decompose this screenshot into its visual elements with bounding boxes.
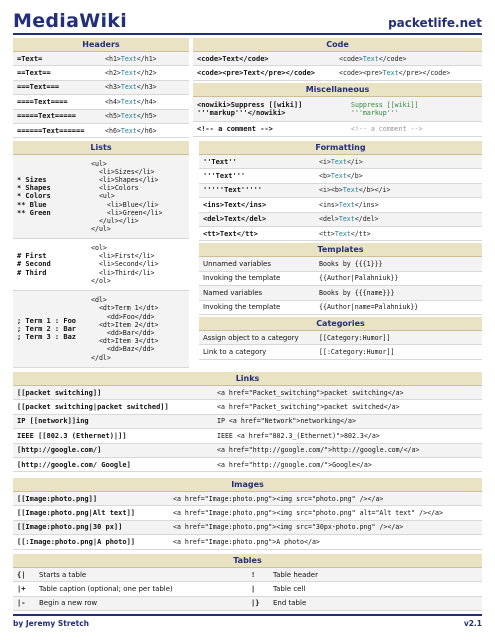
- code-close-tag: </pre></code>: [398, 69, 451, 78]
- table-syntax-desc: Table cell: [273, 585, 306, 594]
- format-row: [199, 155, 482, 169]
- table-syntax-markup: |-: [17, 599, 26, 608]
- header-close-tag: </h5>: [136, 112, 157, 121]
- table-syntax-markup: |+: [17, 585, 26, 594]
- table-syntax-row: [13, 582, 482, 596]
- header-close-tag: </h4>: [136, 97, 157, 106]
- link-row: [13, 400, 482, 414]
- footer-version: v2.1: [463, 619, 482, 628]
- format-result: [319, 230, 371, 238]
- nowiki-row: [193, 97, 482, 122]
- format-close-tag: </ins>: [354, 200, 379, 209]
- table-syntax-desc: Starts a table: [39, 570, 87, 579]
- link-label: [[packet switching|packet switched]]: [17, 403, 169, 412]
- template-label: Named variables: [203, 288, 263, 297]
- format-markup: <tt>Text</tt>: [203, 229, 258, 238]
- image-label: [[Image:photo.png]]: [17, 494, 98, 503]
- format-open-tag: <i>: [319, 157, 331, 166]
- code-result: [339, 55, 407, 63]
- comment-result: <!-- a comment -->: [351, 124, 423, 133]
- format-close-tag: </b></i>: [358, 186, 391, 195]
- template-label: Invoking the template: [203, 274, 281, 283]
- image-value: <a href="Image:photo.png">A photo</a>: [173, 537, 320, 546]
- nowiki-result: Suppress [[wiki]] '''markup''': [351, 100, 419, 117]
- header-row: [13, 95, 189, 109]
- image-row: [13, 521, 482, 535]
- table-syntax-desc: Begin a new row: [39, 599, 98, 608]
- link-value: <a href="http://google.com/">Google</a>: [217, 460, 372, 469]
- format-text: Text: [330, 172, 347, 181]
- format-markup: '''''Text''''': [203, 186, 263, 195]
- format-text: Text: [334, 229, 351, 238]
- images-section: [13, 478, 482, 550]
- headers-heading: Headers: [13, 38, 189, 52]
- category-value: [[:Category:Humor]]: [319, 347, 395, 356]
- template-value: Books by {{{1}}}: [319, 260, 383, 269]
- dl-html: <dl> <dt>Term 1</dt> <dd>Foo</dd> <dt>Item 2</dt> <dd>Bar</dd> <dt>Item 3</dt> <dd>Baz</dd> </dl>: [91, 296, 159, 362]
- image-label: [[Image:photo.png|30 px]]: [17, 523, 123, 532]
- format-markup: <ins>Text</ins>: [203, 200, 267, 209]
- template-value: {{Author|Palahniuk}}: [319, 274, 399, 283]
- format-open-tag: <b>: [319, 172, 331, 181]
- ol-html: <ol> <li>First</li> <li>Second</li> <li>Third</li> </ol>: [91, 243, 159, 285]
- image-row: [13, 535, 482, 549]
- link-value: <a href="Packet_switching">packet switching</a>: [217, 388, 404, 397]
- header-result: [105, 127, 157, 135]
- image-label: [[:Image:photo.png|A photo]]: [17, 537, 136, 546]
- header-result: [105, 55, 157, 63]
- link-row: [13, 429, 482, 443]
- template-value: Books by {{{name}}}: [319, 288, 395, 297]
- format-open-tag: <tt>: [319, 229, 335, 238]
- template-row: [199, 272, 482, 286]
- table-syntax-row: [13, 568, 482, 582]
- header-open-tag: <h5>: [105, 112, 121, 121]
- code-row: [193, 66, 482, 80]
- image-label: [[Image:photo.png|Alt text]]: [17, 509, 136, 518]
- header-markup: ======Text======: [17, 126, 85, 135]
- code-text: Text: [382, 69, 399, 78]
- link-value: <a href="Packet_switching">packet switched</a>: [217, 403, 400, 412]
- header-open-tag: <h6>: [105, 126, 121, 135]
- link-label: IEEE [[802.3 (Ethernet)|]]: [17, 431, 127, 440]
- categories-heading: Categories: [199, 317, 482, 331]
- category-value: [[Category:Humor]]: [319, 333, 391, 342]
- header-markup: ====Text====: [17, 97, 68, 106]
- header-markup: =====Text=====: [17, 112, 77, 121]
- header-close-tag: </h1>: [136, 54, 157, 63]
- link-row: [13, 458, 482, 472]
- category-label: Assign object to a category: [203, 333, 299, 342]
- format-open-tag: <ins>: [319, 200, 339, 209]
- header-row: [13, 124, 189, 138]
- table-syntax-markup: !: [251, 570, 256, 579]
- links-heading: Links: [13, 372, 482, 386]
- code-section: [193, 38, 482, 137]
- link-label: [http://google.com/ Google]: [17, 460, 131, 469]
- format-markup: ''Text'': [203, 157, 237, 166]
- header-text: Text: [120, 97, 137, 106]
- link-row: [13, 444, 482, 458]
- header-text: Text: [120, 83, 137, 92]
- header-open-tag: <h2>: [105, 69, 121, 78]
- dl-row: [13, 291, 189, 368]
- header-markup: ==Text==: [17, 69, 51, 78]
- link-row: [13, 386, 482, 400]
- table-syntax-markup: |: [251, 585, 256, 594]
- format-close-tag: </i>: [346, 157, 363, 166]
- comment-markup: <!-- a comment -->: [197, 124, 273, 133]
- ul-wiki: * Sizes * Shapes * Colors ** Blue ** Green: [17, 175, 51, 217]
- link-label: [http://google.com/]: [17, 446, 102, 455]
- header-result: [105, 112, 157, 120]
- page-footer: [13, 614, 482, 628]
- header-row: [13, 52, 189, 66]
- format-markup: <del>Text</del>: [203, 215, 267, 224]
- tables-heading: Tables: [13, 554, 482, 568]
- table-syntax-desc: End table: [273, 599, 307, 608]
- code-row: [193, 52, 482, 66]
- code-markup: <code><pre>Text</pre></code>: [197, 69, 316, 78]
- images-heading: Images: [13, 478, 482, 492]
- format-close-tag: </del>: [354, 215, 379, 224]
- image-row: [13, 492, 482, 506]
- nowiki-markup: <nowiki>Suppress [[wiki]] '''markup'''</nowiki>: [197, 100, 303, 117]
- link-label: IP [[network]]ing: [17, 417, 89, 426]
- code-text: Text: [362, 54, 379, 63]
- format-result: [319, 186, 390, 194]
- table-syntax-markup: |}: [251, 599, 260, 608]
- lists-section: [13, 141, 189, 368]
- code-markup: <code>Text</code>: [197, 54, 269, 63]
- link-value: IEEE <a href="802.3_(Ethernet)">802.3</a>: [217, 431, 380, 440]
- header-text: Text: [120, 126, 137, 135]
- format-row: [199, 184, 482, 198]
- image-row: [13, 506, 482, 520]
- table-syntax-markup: {|: [17, 570, 26, 579]
- ol-wiki: # First # Second # Third: [17, 252, 51, 277]
- header-row: [13, 110, 189, 124]
- table-syntax-desc: Table header: [273, 570, 318, 579]
- ol-row: [13, 239, 189, 291]
- formatting-heading: Formatting: [199, 141, 482, 155]
- header-text: Text: [120, 69, 137, 78]
- header-open-tag: <h4>: [105, 97, 121, 106]
- misc-heading: Miscellaneous: [193, 83, 482, 97]
- template-row: [199, 301, 482, 315]
- header-row: [13, 66, 189, 80]
- code-result: [339, 69, 450, 77]
- template-row: [199, 257, 482, 271]
- site-name: packetlife.net: [388, 16, 482, 30]
- format-text: Text: [338, 200, 355, 209]
- page-header: [0, 0, 495, 34]
- format-result: [319, 158, 363, 166]
- template-label: Invoking the template: [203, 303, 281, 312]
- header-open-tag: <h1>: [105, 54, 121, 63]
- link-value: <a href="http://google.com/">http://google.com/</a>: [217, 446, 420, 455]
- code-open-tag: <code><pre>: [339, 69, 383, 78]
- format-result: [319, 201, 379, 209]
- footer-author: by Jeremy Stretch: [13, 619, 89, 628]
- header-markup: ===Text===: [17, 83, 60, 92]
- code-close-tag: </code>: [378, 54, 407, 63]
- link-label: [[packet switching]]: [17, 388, 102, 397]
- formatting-section: [199, 141, 482, 360]
- format-close-tag: </b>: [346, 172, 363, 181]
- format-result: [319, 172, 363, 180]
- lists-heading: Lists: [13, 141, 189, 155]
- link-row: [13, 415, 482, 429]
- image-value: <a href="Image:photo.png"><img src="photo.png" alt="Alt text" /></a>: [173, 509, 443, 518]
- templates-heading: Templates: [199, 243, 482, 257]
- header-result: [105, 98, 157, 106]
- header-open-tag: <h3>: [105, 83, 121, 92]
- category-row: [199, 345, 482, 359]
- template-label: Unnamed variables: [203, 260, 271, 269]
- link-value: IP <a href="Network">networking</a>: [217, 417, 356, 426]
- code-open-tag: <code>: [339, 54, 363, 63]
- category-row: [199, 331, 482, 345]
- image-value: <a href="Image:photo.png"><img src="30px-photo.png" /></a>: [173, 523, 404, 532]
- headers-section: [13, 38, 189, 138]
- format-row: [199, 198, 482, 212]
- format-text: Text: [338, 215, 355, 224]
- ul-row: [13, 155, 189, 239]
- table-syntax-row: [13, 597, 482, 611]
- format-row: [199, 169, 482, 183]
- header-markup: =Text=: [17, 54, 43, 63]
- format-open-tag: <del>: [319, 215, 339, 224]
- category-label: Link to a category: [203, 347, 267, 356]
- header-close-tag: </h3>: [136, 83, 157, 92]
- format-markup: '''Text''': [203, 172, 246, 181]
- header-result: [105, 83, 157, 91]
- dl-wiki: ; Term 1 : Foo ; Term 2 : Bar ; Term 3 : Baz: [17, 316, 77, 342]
- tables-section: [13, 554, 482, 611]
- format-text: Text: [330, 157, 347, 166]
- format-row: [199, 213, 482, 227]
- comment-row: [193, 122, 482, 137]
- header-result: [105, 69, 157, 77]
- template-row: [199, 286, 482, 300]
- header-rule: [13, 33, 482, 35]
- format-open-tag: <i><b>: [319, 186, 343, 195]
- template-value: {{Author|name=Palahniuk}}: [319, 303, 419, 312]
- ul-html: <ul> <li>Sizes</li> <li>Shapes</li> <li>Colors <ul> <li>Blue</li> <li>Green</li> </ul></li> </ul>: [91, 159, 163, 234]
- page-title: MediaWiki: [13, 10, 128, 32]
- format-result: [319, 215, 379, 223]
- code-heading: Code: [193, 38, 482, 52]
- header-close-tag: </h2>: [136, 69, 157, 78]
- format-row: [199, 227, 482, 241]
- links-section: [13, 372, 482, 472]
- table-syntax-desc: Table caption (optional; one per table): [39, 585, 173, 594]
- format-close-tag: </tt>: [350, 229, 371, 238]
- format-text: Text: [342, 186, 359, 195]
- header-close-tag: </h6>: [136, 126, 157, 135]
- header-text: Text: [120, 54, 137, 63]
- image-value: <a href="Image:photo.png"><img src="photo.png" /></a>: [173, 494, 384, 503]
- header-row: [13, 81, 189, 95]
- header-text: Text: [120, 112, 137, 121]
